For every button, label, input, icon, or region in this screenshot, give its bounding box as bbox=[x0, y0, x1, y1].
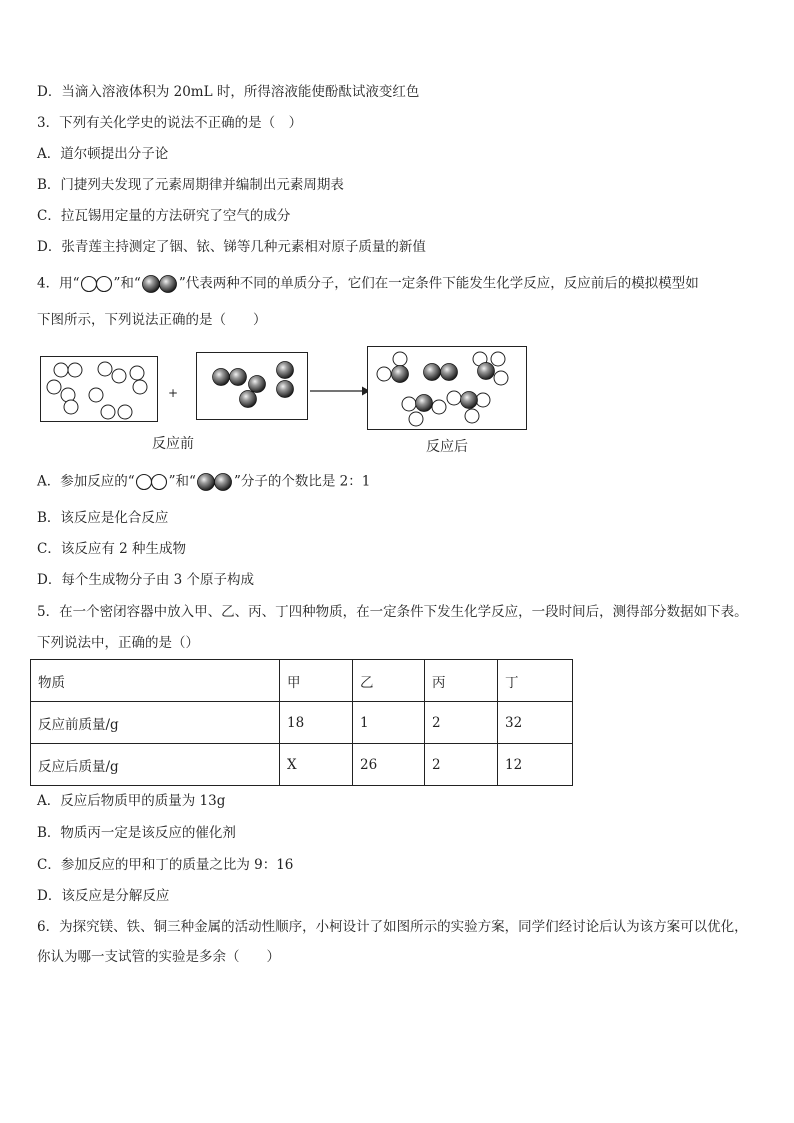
table-cell: X bbox=[280, 744, 353, 786]
question-4 bbox=[37, 274, 699, 294]
q4-option-b: B．该反应是化合反应 bbox=[37, 510, 169, 526]
question-5-line2: 下列说法中，正确的是（） bbox=[37, 635, 199, 651]
q4-text-3: ”代表两种不同的单质分子，它们在一定条件下能发生化学反应，反应前后的模拟模型如 bbox=[178, 275, 699, 292]
table-cell: 32 bbox=[498, 702, 573, 744]
question-4-line2: 下图所示，下列说法正确的是（ ） bbox=[37, 312, 267, 328]
q5-option-b: B．物质丙一定是该反应的催化剂 bbox=[37, 825, 236, 841]
table-cell: 12 bbox=[498, 744, 573, 786]
table-cell: 丙 bbox=[425, 660, 498, 702]
table-cell: 反应前质量/g bbox=[31, 702, 280, 744]
q3-option-c: C．拉瓦锡用定量的方法研究了空气的成分 bbox=[37, 208, 291, 224]
after-box bbox=[367, 346, 527, 430]
q4-option-c: C．该反应有 2 种生成物 bbox=[37, 541, 187, 557]
table-cell: 丁 bbox=[498, 660, 573, 702]
before-box-gray bbox=[196, 352, 308, 420]
table-cell: 甲 bbox=[280, 660, 353, 702]
mass-data-table bbox=[30, 659, 573, 786]
table-cell: 26 bbox=[353, 744, 425, 786]
table-cell: 2 bbox=[425, 744, 498, 786]
white-molecule-icon bbox=[80, 275, 114, 293]
table-row bbox=[31, 660, 573, 702]
q5-option-a: A．反应后物质甲的质量为 13g bbox=[37, 793, 226, 809]
q4-text-2: ”和“ bbox=[113, 275, 141, 292]
q4-option-d: D．每个生成物分子由 3 个原子构成 bbox=[37, 572, 254, 588]
gray-molecule-icon bbox=[196, 472, 234, 492]
question-5: 5．在一个密闭容器中放入甲、乙、丙、丁四种物质，在一定条件下发生化学反应，一段时间后，测得部分数据如下表。 bbox=[37, 604, 748, 620]
q3-option-a: A．道尔顿提出分子论 bbox=[37, 146, 169, 162]
reaction-arrow bbox=[310, 385, 370, 397]
question-3: 3．下列有关化学史的说法不正确的是（ ） bbox=[37, 115, 303, 131]
table-cell: 反应后质量/g bbox=[31, 744, 280, 786]
table-cell: 1 bbox=[353, 702, 425, 744]
table-row bbox=[31, 702, 573, 744]
q4-option-a bbox=[37, 472, 370, 492]
table-cell: 物质 bbox=[31, 660, 280, 702]
option-d-prev: D．当滴入溶液体积为 20mL 时，所得溶液能使酚酞试液变红色 bbox=[37, 84, 420, 100]
caption-before: 反应前 bbox=[152, 436, 194, 452]
white-molecule-icon bbox=[135, 473, 169, 491]
table-cell: 乙 bbox=[353, 660, 425, 702]
gray-molecule-icon bbox=[141, 274, 179, 294]
q5-option-c: C．参加反应的甲和丁的质量之比为 9：16 bbox=[37, 857, 294, 873]
plus-sign: + bbox=[168, 386, 179, 400]
q5-option-d: D．该反应是分解反应 bbox=[37, 888, 170, 904]
q4a-text-1: A．参加反应的“ bbox=[37, 473, 135, 490]
q3-option-d: D．张青莲主持测定了铟、铱、锑等几种元素相对原子质量的新值 bbox=[37, 239, 426, 255]
question-6: 6．为探究镁、铁、铜三种金属的活动性顺序，小柯设计了如图所示的实验方案，同学们经讨论后认为该方案可以优化， bbox=[37, 919, 748, 935]
q3-option-b: B．门捷列夫发现了元素周期律并编制出元素周期表 bbox=[37, 177, 344, 193]
q4a-text-3: ”分子的个数比是 2：1 bbox=[233, 473, 371, 490]
table-row bbox=[31, 744, 573, 786]
table-cell: 18 bbox=[280, 702, 353, 744]
white-molecules bbox=[41, 357, 157, 421]
q4-text-1: 4．用“ bbox=[37, 275, 80, 292]
after-molecules bbox=[368, 347, 526, 429]
q4a-text-2: ”和“ bbox=[168, 473, 196, 490]
question-6-line2: 你认为哪一支试管的实验是多余（ ） bbox=[37, 949, 280, 965]
gray-molecules bbox=[197, 353, 307, 419]
caption-after: 反应后 bbox=[426, 439, 468, 455]
table-cell: 2 bbox=[425, 702, 498, 744]
before-box-white bbox=[40, 356, 158, 422]
